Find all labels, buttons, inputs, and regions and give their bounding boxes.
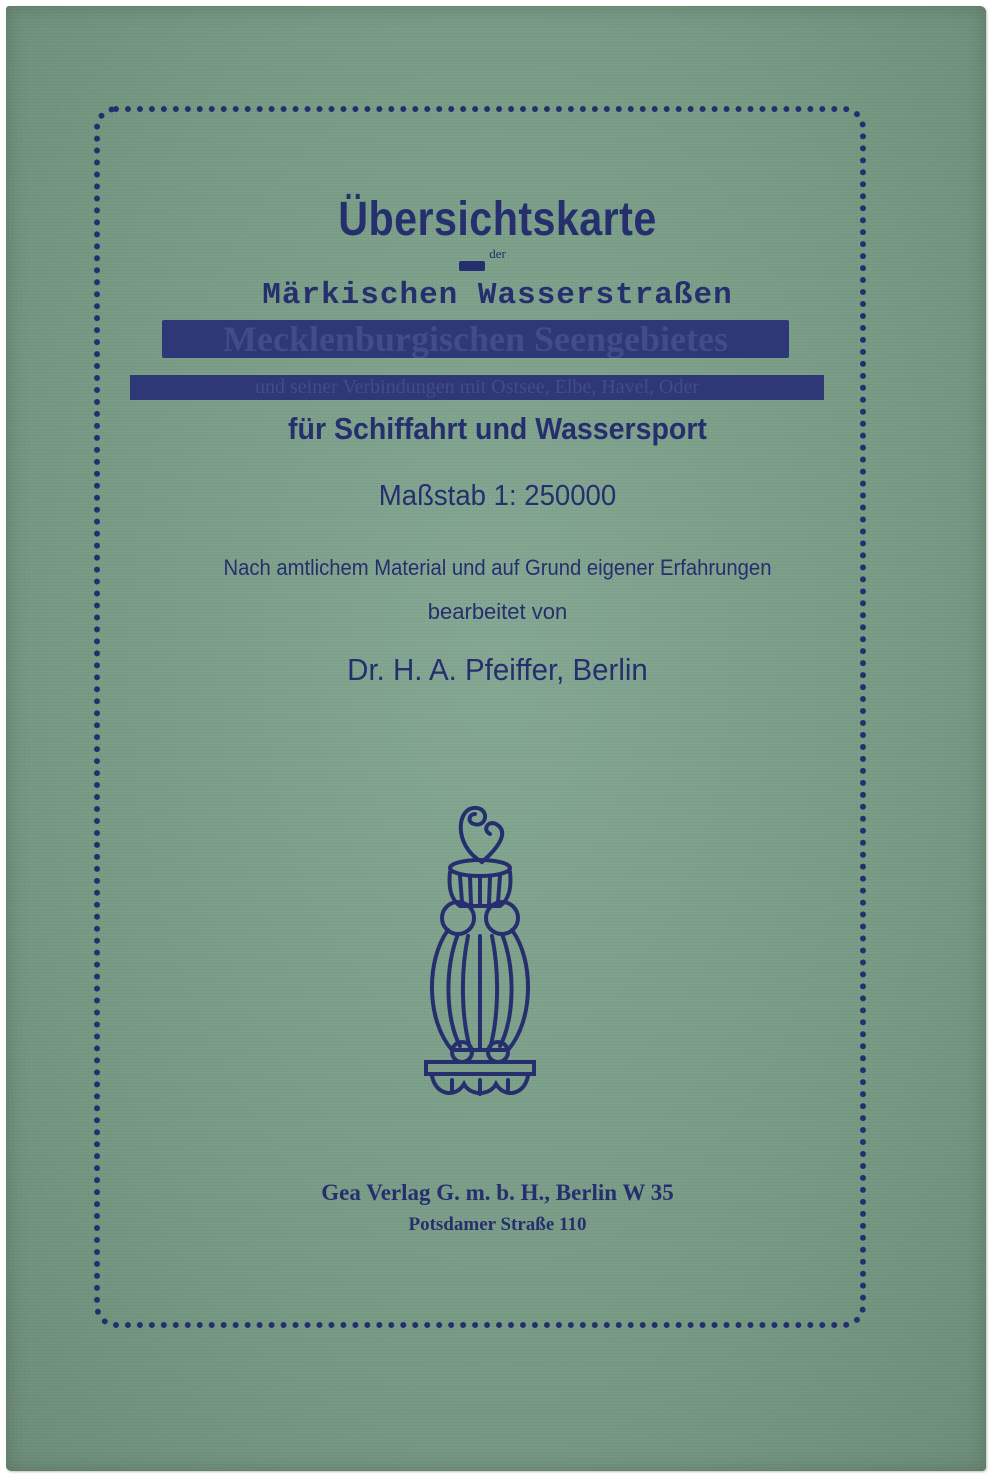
struck-article <box>459 261 485 271</box>
struck-line-2: und seiner Verbindungen mit Ostsee, Elbe, Havel, Oder <box>255 376 699 398</box>
edited-by: bearbeitet von <box>427 599 568 624</box>
purpose-line: für Schiffahrt und Wassersport <box>288 411 707 446</box>
publisher-line: Gea Verlag G. m. b. H., Berlin W 35 <box>321 1180 674 1205</box>
cover-subtitle: Märkischen Wasserstraßen <box>262 278 733 313</box>
author-name: Dr. H. A. Pfeiffer, Berlin <box>347 652 648 687</box>
struck-line-1: Mecklenburgischen Seengebietes <box>223 320 728 358</box>
article-correction: der <box>489 246 506 261</box>
map-scale: Maßstab 1: 250000 <box>378 480 617 512</box>
publisher-address: Potsdamer Straße 110 <box>408 1214 587 1235</box>
source-note: Nach amtlichem Material und auf Grund eigener Erfahrungen <box>223 555 772 580</box>
cover-title: Übersichtskarte <box>338 193 657 246</box>
urn-vignette-icon <box>412 800 547 1100</box>
